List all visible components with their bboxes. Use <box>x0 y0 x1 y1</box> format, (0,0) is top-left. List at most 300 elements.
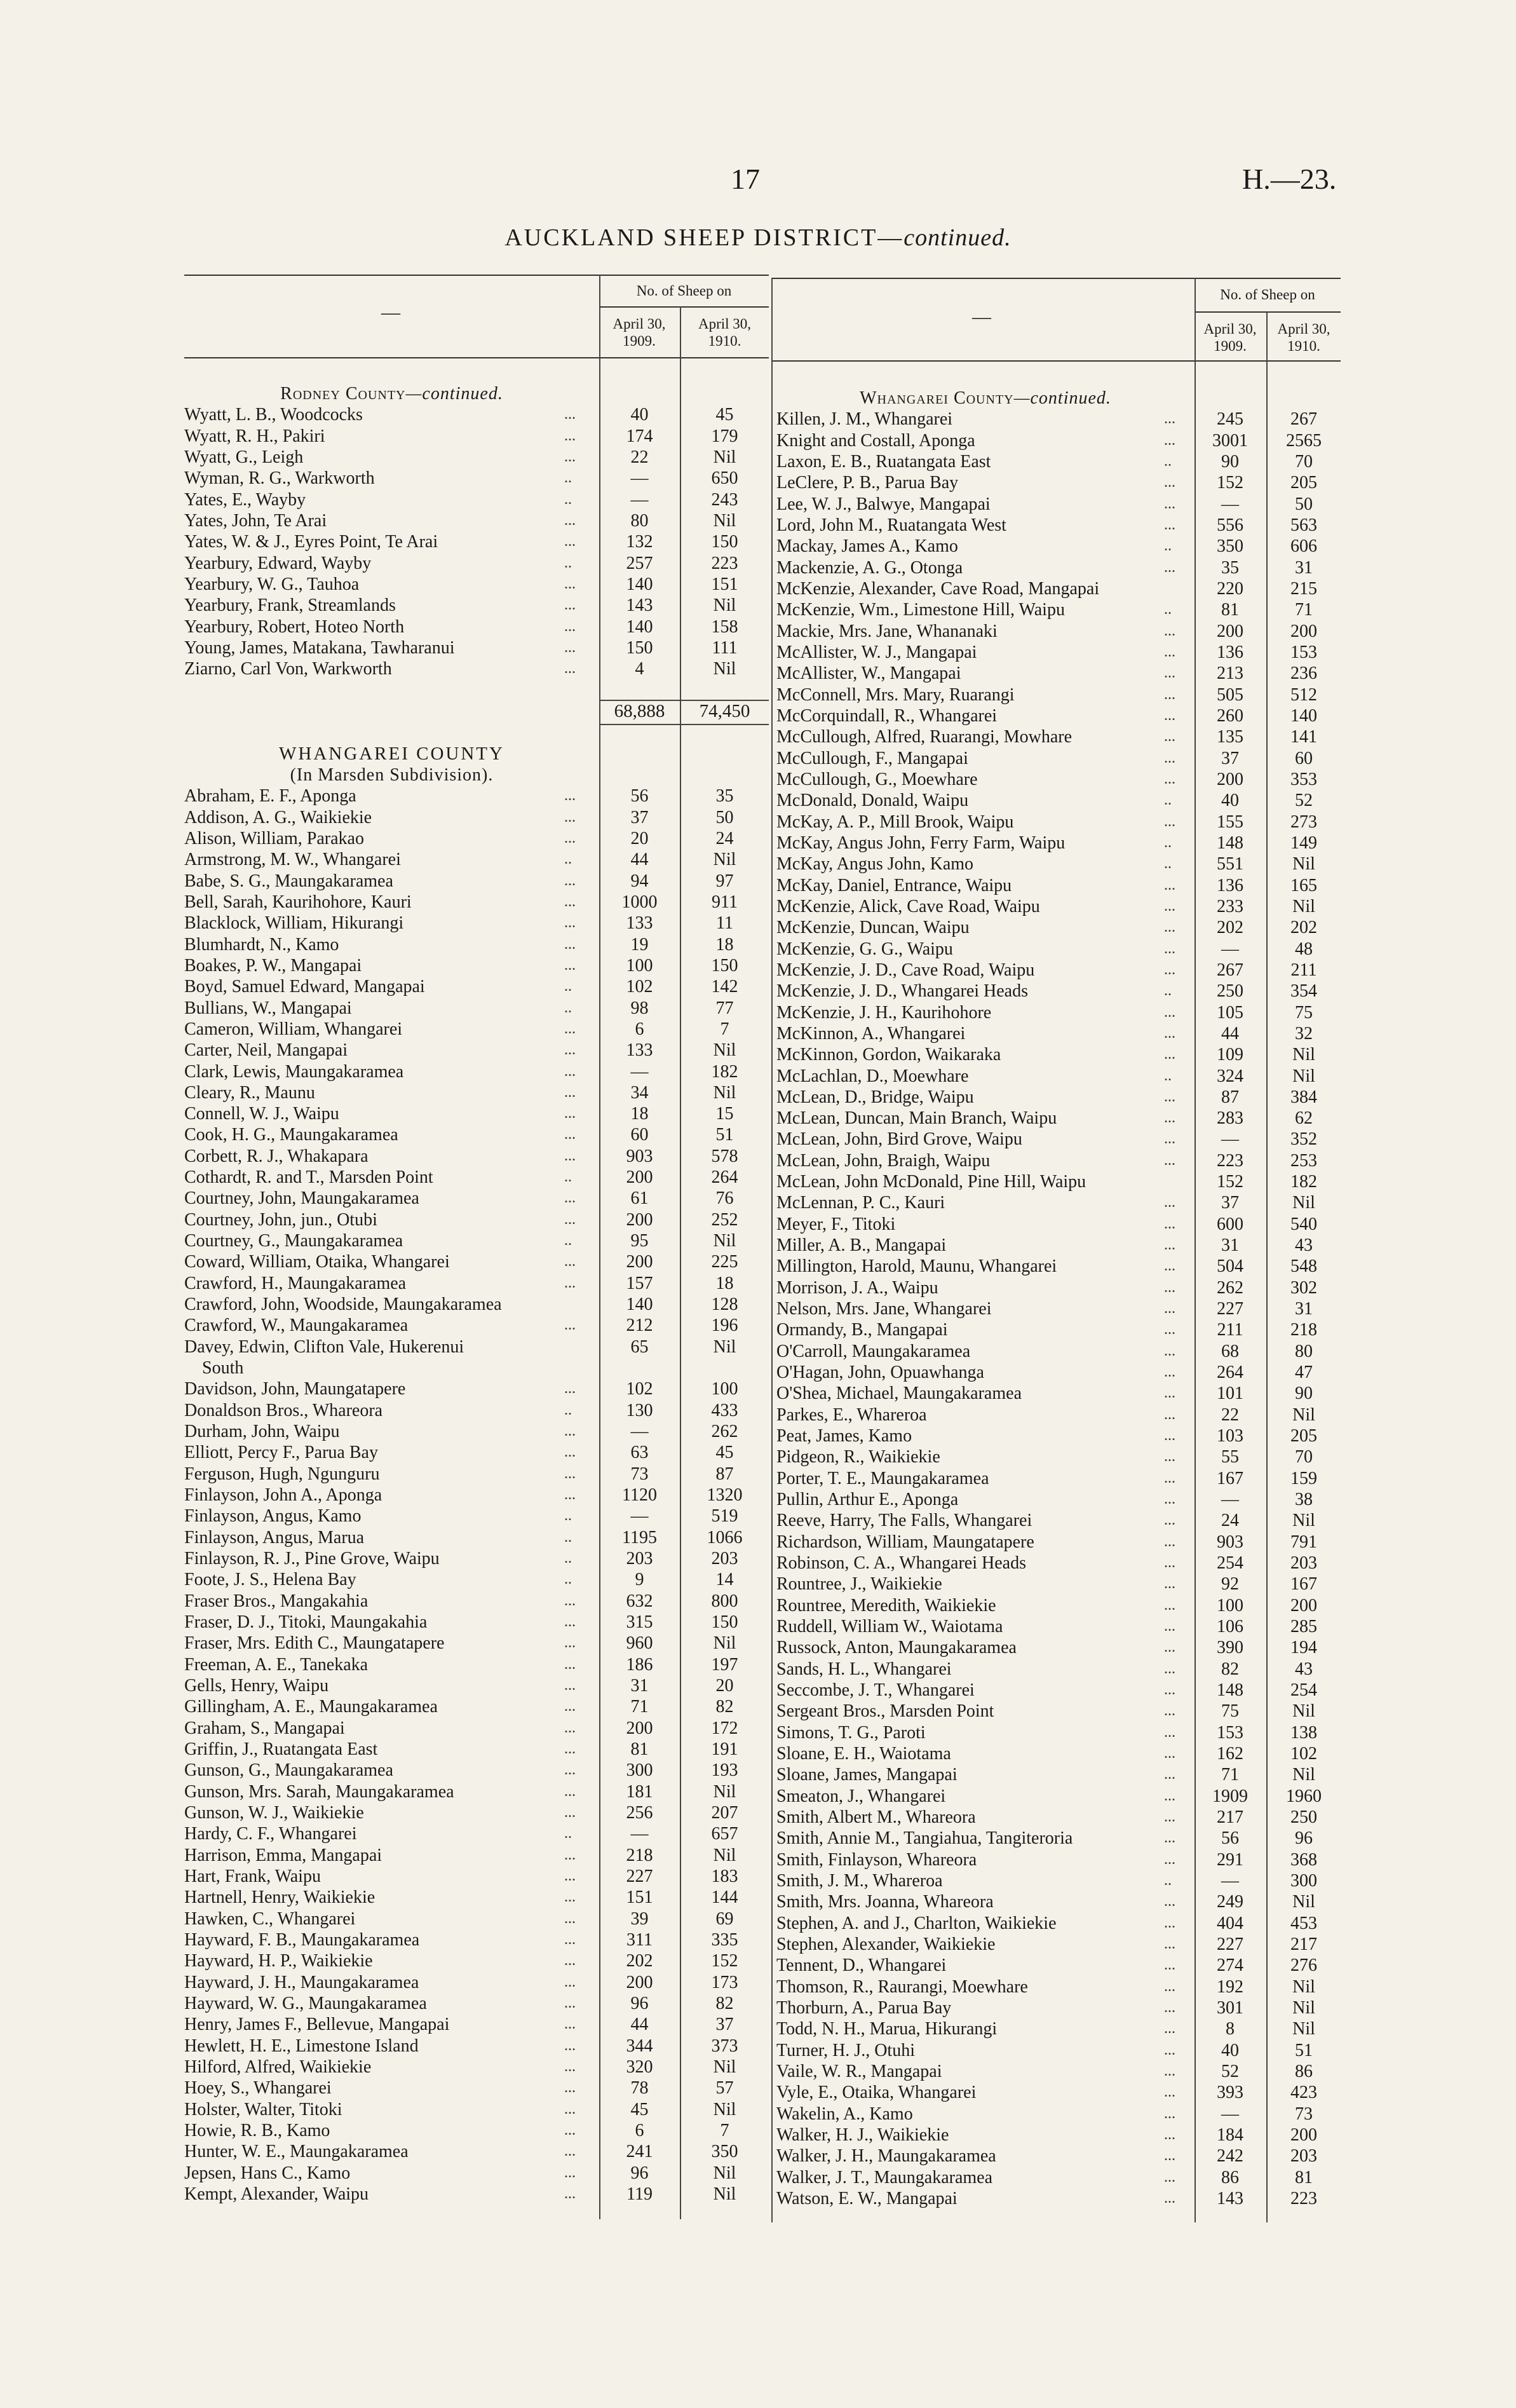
table-row <box>776 1171 1341 1192</box>
owner-name: Addison, A. G., Waikiekie <box>184 807 372 827</box>
owner-name: Howie, R. B., Kamo <box>184 2120 330 2140</box>
sheep-1909: 44 <box>630 850 649 870</box>
sheep-1909: 18 <box>630 1104 649 1124</box>
sheep-1909: 200 <box>626 1252 653 1272</box>
owner-name: McCorquindall, R., Whangarei <box>776 705 998 726</box>
owner-name: Hardy, C. F., Whangarei <box>184 1824 357 1844</box>
page-title <box>0 224 1516 252</box>
sheep-1909: 212 <box>626 1316 653 1336</box>
sheep-1910: 223 <box>711 553 738 573</box>
table-row <box>184 1972 769 1993</box>
sheep-1910: 203 <box>711 1549 738 1569</box>
sheep-1910: 7 <box>720 1019 729 1039</box>
leader-dots: .. <box>1164 1067 1172 1084</box>
sheep-1909: 136 <box>1217 875 1243 895</box>
left-group-header: No. of Sheep on <box>636 283 732 299</box>
sheep-1910: 578 <box>711 1146 738 1166</box>
table-row <box>776 960 1341 981</box>
table-row <box>776 1934 1341 1955</box>
leader-dots: ... <box>1164 1745 1175 1762</box>
owner-name: Wyatt, L. B., Woodcocks <box>184 405 363 425</box>
center-divider <box>771 278 773 2222</box>
sheep-1909: 504 <box>1217 1256 1243 1277</box>
sheep-1910: 100 <box>711 1379 738 1399</box>
owner-name: Harrison, Emma, Mangapai <box>184 1845 382 1865</box>
owner-name: McLean, Duncan, Main Branch, Waipu <box>776 1108 1057 1129</box>
leader-dots: ... <box>564 618 576 635</box>
sheep-1910: 43 <box>1295 1659 1313 1679</box>
leader-dots: ... <box>1164 1342 1175 1359</box>
owner-name: McCullough, G., Moewhare <box>776 769 978 789</box>
leader-dots: ... <box>564 533 576 550</box>
owner-name: Armstrong, M. W., Whangarei <box>184 850 401 870</box>
table-row <box>184 1527 769 1548</box>
table-row <box>776 1955 1341 1976</box>
owner-name: Griffin, J., Ruatangata East <box>184 1739 378 1759</box>
sheep-1909: 262 <box>1217 1277 1243 1298</box>
sheep-1910: Nil <box>1292 1066 1315 1086</box>
table-row <box>184 1357 769 1378</box>
sheep-1909: 81 <box>1221 600 1239 620</box>
leader-dots: ... <box>564 2164 576 2181</box>
leader-dots: .. <box>564 1571 572 1588</box>
sheep-1910: 96 <box>1295 1828 1313 1849</box>
sheep-1910: 80 <box>1295 1341 1313 1361</box>
table-row <box>776 1298 1341 1319</box>
owner-name: Miller, A. B., Mangapai <box>776 1235 947 1256</box>
left-col2-header: April 30, 1910. <box>698 316 752 349</box>
sheep-1909: 350 <box>1217 536 1243 557</box>
sheep-1909: 181 <box>626 1781 653 1802</box>
table-row <box>776 2125 1341 2146</box>
sheep-1909: 61 <box>630 1188 649 1209</box>
owner-name: Ormandy, B., Mangapai <box>776 1320 948 1340</box>
owner-name: South <box>202 1358 244 1378</box>
sheep-1909: 140 <box>626 1295 653 1315</box>
total-row <box>184 701 769 722</box>
leader-dots: ... <box>564 935 576 953</box>
owner-name: Hewlett, H. E., Limestone Island <box>184 2036 419 2056</box>
sheep-1909: 150 <box>626 637 653 658</box>
sheep-1909: 200 <box>1217 769 1243 789</box>
table-row <box>184 934 769 955</box>
sheep-1909: 44 <box>1221 1023 1239 1044</box>
leader-dots: ... <box>564 808 576 826</box>
sheep-1910: 172 <box>711 1718 738 1738</box>
leader-dots: .. <box>564 999 572 1016</box>
sheep-1910: 203 <box>1290 1553 1317 1574</box>
owner-name: Stephen, Alexander, Waikiekie <box>776 1934 996 1954</box>
sheep-1909: 22 <box>1221 1405 1239 1425</box>
leader-dots: ... <box>1164 1935 1175 1952</box>
owner-name: Hart, Frank, Waipu <box>184 1866 321 1886</box>
table-row <box>184 1124 769 1145</box>
table-row <box>776 2018 1341 2039</box>
section-heading <box>184 744 769 765</box>
sheep-1910: Nil <box>1292 1045 1315 1065</box>
sheep-1909: 102 <box>626 1379 653 1399</box>
sheep-1910: Nil <box>1292 1405 1315 1425</box>
table-row <box>776 1764 1341 1785</box>
sheep-1909: 632 <box>626 1591 653 1611</box>
owner-name: Cothardt, R. and T., Marsden Point <box>184 1167 433 1188</box>
sheep-1909: 202 <box>1217 918 1243 938</box>
table-row <box>776 2040 1341 2061</box>
table-row <box>184 616 769 637</box>
sheep-1909: 260 <box>1217 705 1243 726</box>
table-row <box>184 1929 769 1950</box>
sheep-1909: — <box>630 468 649 489</box>
sheep-1909: 174 <box>626 426 653 446</box>
sheep-1909: — <box>1221 1870 1239 1891</box>
table-row <box>184 426 769 447</box>
sheep-1909: 148 <box>1217 1680 1243 1701</box>
sheep-1910: Nil <box>713 1337 736 1357</box>
sheep-1910: 87 <box>715 1464 734 1484</box>
owner-name: Courtney, John, jun., Otubi <box>184 1209 377 1230</box>
owner-name: Ferguson, Hugh, Ngunguru <box>184 1464 380 1484</box>
leader-dots: ... <box>564 1867 576 1884</box>
leader-dots: .. <box>1164 452 1172 470</box>
owner-name: Fraser, D. J., Titoki, Maungakahia <box>184 1612 428 1633</box>
sheep-1910: Nil <box>713 1781 736 1802</box>
table-row <box>776 1680 1341 1701</box>
table-row <box>184 1548 769 1569</box>
table-row <box>776 2061 1341 2082</box>
sheep-1909: 45 <box>630 2099 649 2119</box>
sheep-1910: 102 <box>1290 1744 1317 1764</box>
right-col2-header: April 30, 1910. <box>1277 321 1330 354</box>
table-row <box>184 1718 769 1739</box>
leader-dots: ... <box>1164 876 1175 894</box>
sheep-1909: 92 <box>1221 1574 1239 1595</box>
table-row <box>184 468 769 489</box>
sheep-1910: 657 <box>711 1824 738 1844</box>
table-row <box>184 2057 769 2078</box>
owner-name: Finlayson, Angus, Kamo <box>184 1506 362 1527</box>
section-heading <box>184 383 769 404</box>
table-row <box>184 2014 769 2035</box>
sheep-1910: 167 <box>1290 1574 1317 1595</box>
table-row <box>184 828 769 849</box>
sheep-1909: 96 <box>630 1993 649 2013</box>
table-row <box>776 1637 1341 1658</box>
owner-name: McKinnon, A., Whangarei <box>776 1023 966 1044</box>
sheep-1910: 202 <box>1290 918 1317 938</box>
owner-name: Nelson, Mrs. Jane, Whangarei <box>776 1299 992 1319</box>
section-heading <box>184 765 769 786</box>
table-row <box>776 1214 1341 1235</box>
owner-name: Crawford, H., Maungakaramea <box>184 1273 407 1293</box>
table-row <box>184 1781 769 1802</box>
owner-name: Seccombe, J. T., Whangarei <box>776 1680 975 1701</box>
owner-name: McCullough, F., Mangapai <box>776 748 968 768</box>
owner-name: Hunter, W. E., Maungakaramea <box>184 2142 409 2162</box>
leader-dots: ... <box>1164 1682 1175 1699</box>
sheep-1910: 18 <box>715 934 734 955</box>
sheep-1910: 302 <box>1290 1277 1317 1298</box>
owner-name: Gillingham, A. E., Maungakaramea <box>184 1697 438 1717</box>
sheep-1909: 223 <box>1217 1150 1243 1171</box>
sheep-1909: 35 <box>1221 557 1239 578</box>
table-row <box>776 1341 1341 1362</box>
sheep-1910: 182 <box>1290 1172 1317 1192</box>
leader-dots: ... <box>564 427 576 444</box>
sheep-1909: 600 <box>1217 1214 1243 1234</box>
owner-name: Foote, J. S., Helena Bay <box>184 1570 356 1590</box>
sheep-1910: 159 <box>1290 1468 1317 1488</box>
sheep-1910: 51 <box>715 1125 734 1145</box>
owner-name: McKay, Angus John, Ferry Farm, Waipu <box>776 833 1066 853</box>
owner-name: Smeaton, J., Whangarei <box>776 1786 946 1806</box>
sheep-1909: 390 <box>1217 1638 1243 1658</box>
table-row <box>776 1425 1341 1446</box>
table-row <box>184 1315 769 1336</box>
table-row <box>776 557 1341 578</box>
table-row <box>776 1023 1341 1044</box>
leader-dots: ... <box>564 1846 576 1863</box>
sheep-1910: Nil <box>713 2184 736 2204</box>
leader-dots: .. <box>564 1401 572 1418</box>
owner-name: McAllister, W. J., Mangapai <box>776 642 977 662</box>
sheep-1910: 423 <box>1290 2083 1317 2103</box>
sheep-1909: 242 <box>1217 2146 1243 2167</box>
owner-name: McLean, D., Bridge, Waipu <box>776 1087 974 1107</box>
table-row <box>184 553 769 574</box>
table-row <box>184 892 769 913</box>
table-row <box>776 1362 1341 1383</box>
owner-name: Gells, Henry, Waipu <box>184 1676 329 1696</box>
table-row <box>184 1464 769 1485</box>
owner-name: Hilford, Alfred, Waikiekie <box>184 2057 372 2077</box>
sheep-1910: 97 <box>715 871 734 891</box>
table-row <box>776 981 1341 1002</box>
left-group-rule <box>599 306 769 308</box>
sheep-1910: 86 <box>1295 2061 1313 2081</box>
sheep-1910: 207 <box>711 1802 738 1823</box>
section-title: WHANGAREI COUNTY <box>279 743 504 764</box>
sheep-1909: 56 <box>1221 1828 1239 1849</box>
owner-name: Richardson, William, Maungatapere <box>776 1532 1034 1552</box>
sheep-1909: 60 <box>630 1125 649 1145</box>
sheep-1910: 45 <box>715 1443 734 1463</box>
sheep-1909: — <box>1221 1129 1239 1150</box>
table-row <box>776 1066 1341 1087</box>
owner-name: McLean, John McDonald, Pine Hill, Waipu <box>776 1172 1086 1192</box>
sheep-1909: 903 <box>1217 1532 1243 1552</box>
table-row <box>776 833 1341 854</box>
sheep-1909: 320 <box>626 2057 653 2077</box>
owner-name: Gunson, G., Maungakaramea <box>184 1760 393 1781</box>
sheep-1910: 252 <box>711 1209 738 1230</box>
owner-name: Hayward, J. H., Maungakaramea <box>184 1972 419 1992</box>
table-row <box>776 2104 1341 2125</box>
owner-name: McKenzie, Alick, Cave Road, Waipu <box>776 896 1040 916</box>
sheep-1910: 800 <box>711 1591 738 1611</box>
leader-dots: ... <box>1164 2105 1175 2122</box>
sheep-1910: 200 <box>1290 2125 1317 2145</box>
sheep-1909: — <box>630 1824 649 1844</box>
leader-dots: ... <box>1164 1957 1175 1974</box>
sheep-1910: 218 <box>1290 1320 1317 1340</box>
leader-dots: ... <box>564 2121 576 2139</box>
leader-dots: ... <box>1164 940 1175 957</box>
sheep-1909: — <box>1221 2104 1239 2124</box>
spacer-row <box>184 722 769 743</box>
leader-dots: ... <box>1164 1152 1175 1169</box>
table-row <box>184 1654 769 1675</box>
sheep-1910: 81 <box>1295 2167 1313 2187</box>
sheep-1910: 183 <box>711 1866 738 1886</box>
owner-name: Smith, Mrs. Joanna, Whareora <box>776 1892 994 1912</box>
owner-name: Thorburn, A., Parua Bay <box>776 1997 952 2018</box>
owner-name: Cameron, William, Whangarei <box>184 1019 403 1039</box>
table-row <box>184 637 769 658</box>
sheep-1910: Nil <box>1292 1976 1315 1997</box>
owner-name: Boyd, Samuel Edward, Mangapai <box>184 977 425 997</box>
sheep-1910: 173 <box>711 1972 738 1992</box>
sheep-1910: 151 <box>711 574 738 594</box>
sheep-1909: 903 <box>626 1146 653 1166</box>
owner-name: McKay, Daniel, Entrance, Waipu <box>776 875 1012 895</box>
sheep-1910: 352 <box>1290 1129 1317 1150</box>
owner-name: Robinson, C. A., Whangarei Heads <box>776 1553 1026 1574</box>
owner-name: McLean, John, Braigh, Waipu <box>776 1150 991 1171</box>
sheep-1910: 300 <box>1290 1870 1317 1891</box>
table-row <box>776 1828 1341 1849</box>
leader-dots: ... <box>564 1719 576 1736</box>
sheep-1909: 20 <box>630 828 649 848</box>
leader-dots: ... <box>1164 1194 1175 1211</box>
sheep-1910: 18 <box>715 1273 734 1293</box>
owner-name: McKenzie, J. D., Whangarei Heads <box>776 981 1029 1002</box>
leader-dots: ... <box>1164 1766 1175 1783</box>
sheep-1910: 335 <box>711 1929 738 1950</box>
page-number: 17 <box>731 163 760 195</box>
owner-name: Wyatt, R. H., Pakiri <box>184 426 325 446</box>
table-row <box>184 998 769 1019</box>
table-row <box>184 658 769 679</box>
sheep-1909: 283 <box>1217 1108 1243 1129</box>
sheep-1909: 241 <box>626 2142 653 2162</box>
sheep-1909: 162 <box>1217 1744 1243 1764</box>
owner-name: Fraser, Mrs. Edith C., Maungatapere <box>184 1633 445 1654</box>
sheep-1910: 7 <box>720 2120 729 2140</box>
table-row <box>184 447 769 468</box>
leader-dots: ... <box>1164 1533 1175 1550</box>
sheep-1910: 791 <box>1290 1532 1317 1552</box>
sheep-1910: 52 <box>1295 791 1313 811</box>
sheep-1909: 291 <box>1217 1849 1243 1870</box>
owner-name: Davidson, John, Maungatapere <box>184 1379 406 1399</box>
sheep-1909: 102 <box>626 977 653 997</box>
sheep-1909: 200 <box>626 1209 653 1230</box>
leader-dots: ... <box>1164 2020 1175 2037</box>
leader-dots: ... <box>1164 1046 1175 1063</box>
owner-name: O'Carroll, Maungakaramea <box>776 1341 971 1361</box>
sheep-1909: 73 <box>630 1464 649 1484</box>
sheep-1910: 50 <box>715 807 734 827</box>
spacer-row <box>184 680 769 701</box>
sheep-1910: Nil <box>713 447 736 467</box>
leader-dots: ... <box>564 660 576 677</box>
table-row <box>776 790 1341 811</box>
table-row <box>776 409 1341 430</box>
table-row <box>184 2120 769 2141</box>
leader-dots: ... <box>564 1486 576 1504</box>
leader-dots: ... <box>1164 1427 1175 1445</box>
sheep-1910: 350 <box>711 2142 738 2162</box>
table-row <box>184 2099 769 2120</box>
sheep-1909: 37 <box>1221 1193 1239 1213</box>
table-row <box>776 2167 1341 2188</box>
sheep-1909: 87 <box>1221 1087 1239 1107</box>
owner-name: Smith, J. M., Whareroa <box>776 1870 943 1891</box>
table-row <box>776 451 1341 472</box>
sheep-1909: 960 <box>626 1633 653 1654</box>
owner-name: McKenzie, Alexander, Cave Road, Mangapai <box>776 578 1100 599</box>
sheep-1909: 136 <box>1217 642 1243 662</box>
leader-dots: ... <box>1164 2041 1175 2058</box>
sheep-1909: 233 <box>1217 896 1243 916</box>
sheep-1910: 1066 <box>707 1527 743 1548</box>
owner-name: Hayward, F. B., Maungakaramea <box>184 1929 420 1950</box>
table-row <box>184 1294 769 1315</box>
table-row <box>776 748 1341 769</box>
sheep-1910: 911 <box>712 892 738 912</box>
leader-dots: ... <box>1164 707 1175 724</box>
owner-name: Bell, Sarah, Kaurihohore, Kauri <box>184 892 412 912</box>
section-heading <box>776 388 1341 409</box>
table-row <box>184 1378 769 1399</box>
owner-name: Sergeant Bros., Marsden Point <box>776 1701 994 1722</box>
sheep-1910: 1320 <box>707 1485 743 1506</box>
sheep-1909: 148 <box>1217 833 1243 853</box>
sheep-1909: 103 <box>1217 1426 1243 1446</box>
owner-name: Hartnell, Henry, Waikiekie <box>184 1888 376 1908</box>
owner-name: Mackenzie, A. G., Otonga <box>776 557 963 578</box>
leader-dots: .. <box>564 470 572 487</box>
table-row <box>776 1997 1341 2018</box>
sheep-1910: 433 <box>711 1400 738 1420</box>
table-row <box>776 1510 1341 1531</box>
table-row <box>776 2146 1341 2167</box>
sheep-1910: 197 <box>711 1654 738 1675</box>
owner-name: Morrison, J. A., Waipu <box>776 1277 938 1298</box>
leader-dots: ... <box>564 956 576 974</box>
sheep-1909: 39 <box>630 1908 649 1929</box>
sheep-1909: 31 <box>630 1676 649 1696</box>
sheep-1910: 144 <box>711 1888 738 1908</box>
sheep-1910: 75 <box>1295 1002 1313 1023</box>
sheep-1909: 192 <box>1217 1976 1243 1997</box>
leader-dots: ... <box>1164 1830 1175 1847</box>
owner-name: Courtney, G., Maungakaramea <box>184 1231 403 1251</box>
sheep-1910: 35 <box>715 786 734 806</box>
leader-dots: ... <box>564 1910 576 1927</box>
owner-name: Laxon, E. B., Ruatangata East <box>776 451 991 472</box>
table-row <box>184 1675 769 1696</box>
leader-dots: ... <box>1164 1258 1175 1275</box>
leader-dots: ... <box>1164 1448 1175 1466</box>
sheep-1910: 73 <box>1295 2104 1313 2124</box>
sheep-1909: 249 <box>1217 1892 1243 1912</box>
owner-name: Blumhardt, N., Kamo <box>184 934 339 955</box>
table-row <box>184 1251 769 1272</box>
owner-name: Peat, James, Kamo <box>776 1426 912 1446</box>
leader-dots: .. <box>564 1825 572 1842</box>
sheep-1910: 548 <box>1290 1256 1317 1277</box>
